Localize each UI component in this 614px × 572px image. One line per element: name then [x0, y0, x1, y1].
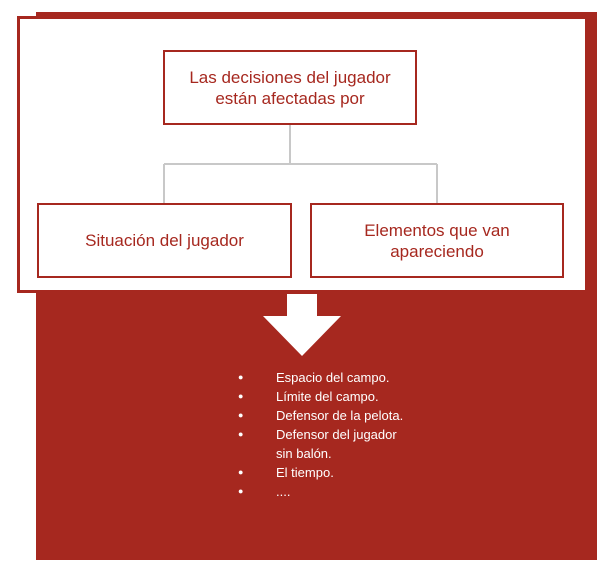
list-item: ● Límite del campo. [236, 387, 416, 406]
left-box-label: Situación del jugador [85, 231, 244, 250]
right-box-label: Elementos que van apareciendo [364, 220, 510, 261]
list-item: ● Defensor del jugador sin balón. [236, 425, 416, 463]
factor-list [236, 368, 416, 501]
list-item: ● Defensor de la pelota. [236, 406, 416, 425]
list-item: ● El tiempo. [236, 463, 416, 482]
right-box [310, 203, 564, 278]
top-box [163, 50, 417, 125]
top-box-label: Las decisiones del jugador están afectadas por [189, 67, 391, 108]
list-item: ● Espacio del campo. [236, 368, 416, 387]
down-arrow-icon [263, 294, 341, 356]
left-box [37, 203, 292, 278]
list-item: ● .... [236, 482, 416, 501]
